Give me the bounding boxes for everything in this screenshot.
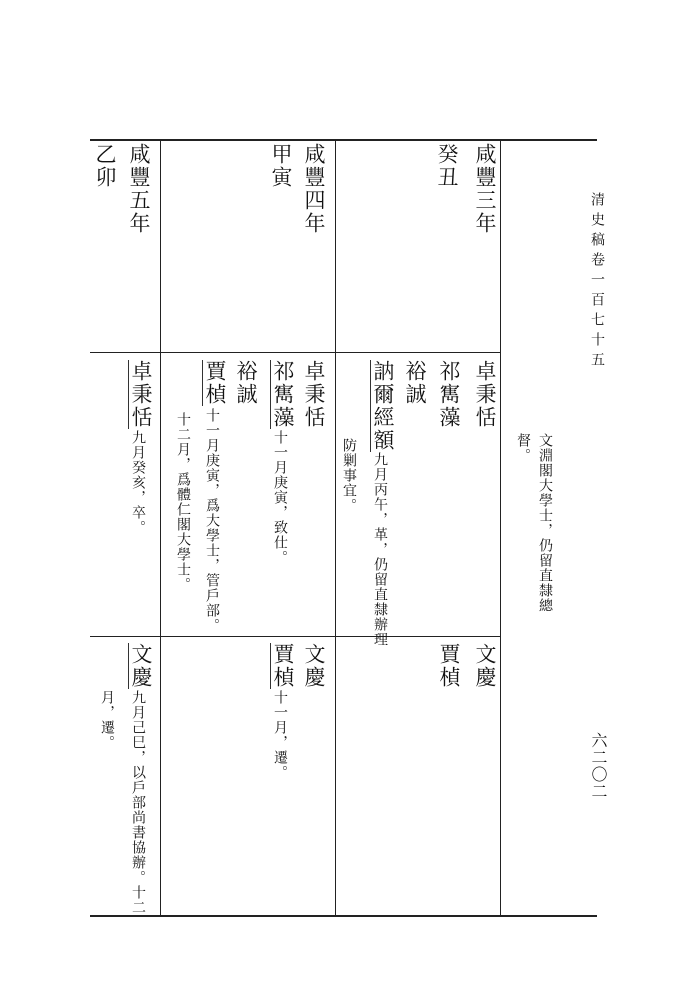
column-divider-1: [500, 139, 501, 915]
official-note: 月，遷。: [99, 690, 115, 750]
official-note: 十一月庚寅，爲大學士，管戶部。: [204, 408, 220, 633]
official-name: 賈楨: [437, 643, 461, 689]
official-name: 賈楨: [271, 643, 295, 689]
table-row-divider-2: [90, 636, 500, 637]
year-label-xianfeng-5: 咸豐五年: [127, 143, 151, 235]
column-divider-2: [335, 139, 336, 915]
ganzhi-label-yimao: 乙卯: [93, 143, 117, 189]
official-name: 卓秉恬: [129, 360, 153, 429]
official-note: 九月己巳，以戶部尚書協辦。十二: [130, 690, 146, 915]
official-name: 裕誠: [403, 360, 427, 406]
official-name: 文慶: [129, 643, 153, 689]
official-name: 卓秉恬: [302, 360, 326, 429]
table-bottom-border: [90, 915, 597, 917]
official-name: 祁寯藻: [271, 360, 295, 429]
official-note: 九月丙午，革，仍留直隸辦理: [372, 452, 388, 647]
official-note: 十二月，爲體仁閣大學士。: [175, 412, 191, 592]
official-name: 裕誠: [234, 360, 258, 406]
ganzhi-label-jiayin: 甲寅: [269, 143, 293, 189]
continued-note-a: 文淵閣大學士，仍留直隸總: [537, 433, 553, 613]
continued-note-b: 督。: [515, 433, 531, 463]
official-name: 祁寯藻: [437, 360, 461, 429]
official-name: 賈楨: [203, 360, 227, 406]
year-label-xianfeng-4: 咸豐四年: [302, 143, 326, 235]
official-note: 防剿事宜。: [341, 438, 357, 513]
year-label-xianfeng-3: 咸豐三年: [473, 143, 497, 235]
page-number: 六二〇二: [589, 732, 608, 800]
official-note: 十一月庚寅，致仕。: [272, 430, 288, 565]
ganzhi-label-guichou: 癸丑: [435, 143, 459, 189]
column-divider-3: [160, 139, 161, 915]
table-row-divider-1: [90, 352, 500, 353]
table-top-border: [90, 139, 597, 141]
official-name: 文慶: [473, 643, 497, 689]
official-name: 文慶: [302, 643, 326, 689]
official-name: 卓秉恬: [473, 360, 497, 429]
official-note: 九月癸亥，卒。: [130, 430, 146, 535]
official-note: 十一月，遷。: [272, 690, 288, 780]
running-header: 清史稿卷一百七十五: [589, 192, 605, 372]
official-name: 訥爾經額: [371, 360, 395, 452]
